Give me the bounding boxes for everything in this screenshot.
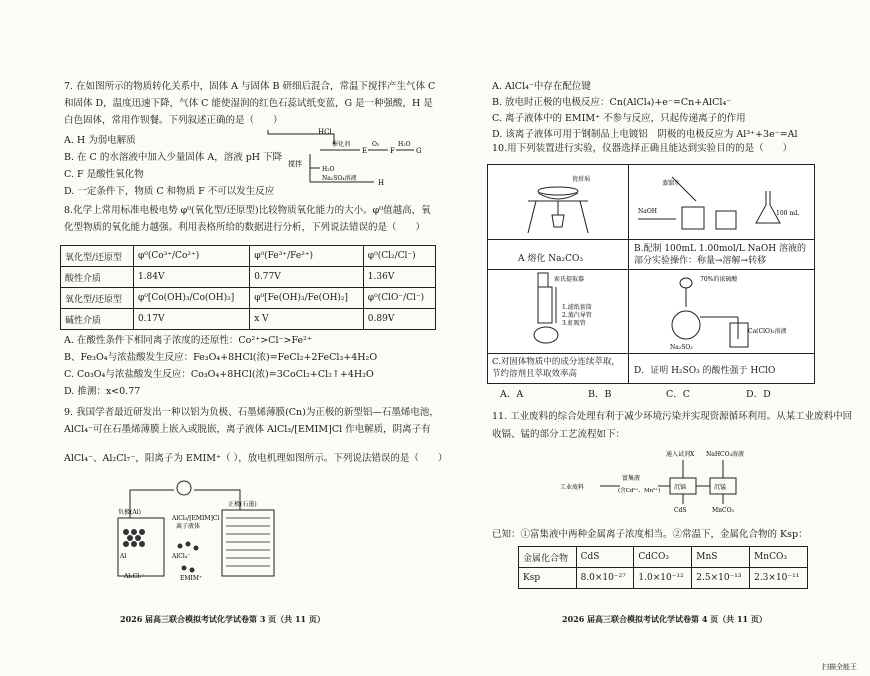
diag-electrolyte2: 离子液体 (176, 523, 201, 530)
table-cell: 1.84V (133, 267, 249, 288)
label-100ml: 100 mL (776, 210, 800, 217)
table-cell: φ⁰[Fe(OH)₃/Fe(OH)₂] (250, 288, 364, 309)
table-row (61, 288, 436, 309)
table-cell: 酸性介质 (61, 267, 134, 288)
q8-stem-line2: 化型物质的氧化能力越强。利用表格所给的数据进行分析，下列说法错误的是（ ） (64, 222, 426, 233)
flow-gas-x: 通入试剂X (666, 451, 695, 458)
q11-ksp-table (518, 546, 808, 589)
flow-rich-content: (含Cd²⁺、Mn²⁺) (618, 488, 661, 494)
table-cell: 1.36V (363, 267, 435, 288)
table-cell: 0.89V (363, 309, 435, 330)
table-cell: CdS (576, 547, 634, 568)
q7-option-c: C. F 是酸性氧化物 (64, 169, 144, 180)
label-naoh: NaOH (638, 208, 657, 215)
flow-cds: CdS (674, 507, 687, 514)
label-caclo2: Ca(ClO)₂溶液 (748, 328, 787, 335)
table-cell: 8.0×10⁻²⁷ (576, 568, 634, 589)
diag-hcl: HCl (318, 128, 332, 136)
flow-mnco3: MnCO₃ (712, 507, 734, 514)
diag-electrolyte1: AlCl₃/[EMIM]Cl (172, 515, 220, 522)
q7-option-d: D. 一定条件下，物质 C 和物质 F 不可以发生反应 (64, 186, 275, 197)
diag-h: H (378, 179, 385, 187)
q10-choice-a: A．A (500, 389, 524, 400)
diag-g: G (416, 147, 422, 155)
q10-choice-c: C．C (666, 389, 691, 400)
table-cell: 2.3×10⁻¹¹ (750, 568, 808, 589)
q7-option-a: A. H 为弱电解质 (64, 135, 136, 146)
table-row (61, 309, 436, 330)
q8-option-c: C. Co₃O₄与浓盐酸发生反应：Co₃O₄+8HCl(浓)=3CoCl₂+Cl₂↑+4H₂O (64, 369, 374, 380)
diag-positive: 正极(石墨) (228, 501, 257, 508)
table-cell: MnCO₃ (750, 547, 808, 568)
q7-stem-line1: 7. 在如图所示的物质转化关系中，固体 A 与固体 B 研细后混合，常温下搅拌产生气体 C (64, 81, 436, 92)
table-cell: φ⁰(ClO⁻/Cl⁻) (363, 288, 435, 309)
table-cell: 金属化合物 (519, 547, 577, 568)
q11-known: 已知：①富集液中两种金属离子浓度相当。②常温下，金属化合物的 Ksp： (492, 529, 808, 540)
q9-stem-line1: 9. 我国学者最近研发出一种以铝为负极、石墨烯薄膜(Cn)为正极的新型铝—石墨烯电池， (64, 407, 439, 418)
q10-choice-b: B．B (588, 389, 612, 400)
q9-option-d: D. 该离子液体可用于钢制品上电镀铝 阴极的电极反应为 Al³⁺+3e⁻=Al (492, 129, 798, 140)
table-cell: Ksp (519, 568, 577, 589)
q7-stem-line2: 和固体 D，温度迅速下降，气体 C 能使湿润的红色石蕊试纸变蓝，G 是一种强酸，H 是 (64, 98, 433, 109)
apparatus-b-icon (636, 171, 806, 235)
q9-option-b: B. 放电时正极的电极反应：Cn(AlCl₄)+e⁻=Cn+AlCl₄⁻ (492, 97, 732, 108)
q10-caption-a: A 熔化 Na₂CO₃ (518, 254, 583, 264)
diag-e: E (362, 147, 368, 155)
diag-alcl4: AlCl₄⁻ (172, 553, 191, 560)
flow-rich: 富集液 (622, 475, 641, 482)
diag-catalyst: 催化剂 (332, 141, 351, 148)
q8-stem-line1: 8.化学上常用标准电极电势 φ⁰(氧化型/还原型)比较物质氧化能力的大小。φ⁰值越高，氧 (64, 205, 431, 216)
diag-h2o: H₂O (398, 141, 411, 148)
q10-apparatus-grid (487, 164, 815, 384)
q8-table (60, 245, 436, 330)
scanner-watermark: 扫描全能王 (822, 663, 857, 671)
apparatus-a-icon (508, 171, 608, 235)
table-cell: φ⁰[Co(OH)₃/Co(OH)₂] (133, 288, 249, 309)
table-cell: 氧化型/还原型 (61, 288, 134, 309)
right-footer: 2026 届高三联合模拟考试化学试卷第 4 页（共 11 页） (562, 614, 767, 624)
q11-stem-line1: 11. 工业废料的综合处理有利于减少环境污染并实现资源循环利用。从某工业废料中回 (492, 411, 853, 422)
label-soxhlet: 索氏提取器 (554, 276, 585, 283)
left-footer: 2026 届高三联合模拟考试化学试卷第 3 页（共 11 页） (120, 614, 325, 624)
table-cell: φ⁰(Cl₂/Cl⁻) (363, 246, 435, 267)
q7-stem-line3: 白色固体，常用作钡餐。下列叙述正确的是（ ） (64, 115, 283, 126)
q10-caption-c: C.对固体物质中的成分连续萃取，节约溶剂且萃取效率高 (492, 357, 620, 379)
table-cell: 1.0×10⁻¹² (634, 568, 692, 589)
diag-h2o-2: H₂O (322, 166, 335, 173)
label-h2so4: 70%的浓硫酸 (700, 276, 738, 283)
q7-option-b: B. 在 C 的水溶液中加入少量固体 A，溶液 pH 下降 (64, 152, 283, 163)
label-crucible: 瓷坩埚 (572, 176, 591, 183)
q8-option-d: D. 推测：x<0.77 (64, 386, 141, 397)
q10-caption-b: B.配制 100mL 1.00mol/L NaOH 溶液的部分实验操作：称量→溶解→转移 (634, 244, 806, 266)
q11-stem-line2: 收镉、锰的部分工艺流程如下： (492, 429, 626, 440)
q7-flow-diagram (262, 128, 442, 192)
label-siphon: 3.虹吸管 (562, 320, 586, 327)
q10-choice-d: D．D (746, 389, 771, 400)
label-vapor-tube: 2.蒸汽导管 (562, 312, 592, 319)
q10-stem: 10.用下列装置进行实验，仪器选择正确且能达到实验目的的是（ ） (492, 143, 793, 154)
q9-option-c: C. 离子液体中的 EMIM⁺ 不参与反应，只起传递离子的作用 (492, 113, 746, 124)
table-cell: 氧化型/还原型 (61, 246, 134, 267)
diag-stir: 搅拌 (288, 160, 302, 168)
flow-waste: 工业废料 (560, 484, 585, 491)
bulb-icon (177, 481, 191, 495)
table-cell: 0.17V (133, 309, 249, 330)
table-row (519, 547, 808, 568)
label-thimble: 1.滤纸套筒 (562, 304, 592, 311)
diag-al2cl7: Al₂Cl₇⁻ (124, 573, 145, 580)
table-row (519, 568, 808, 589)
diag-o2: O₂ (372, 141, 380, 148)
q8-option-b: B、Fe₃O₄与浓盐酸发生反应：Fe₃O₄+8HCl(浓)=FeCl₂+2FeCl₃+4H₂O (64, 352, 378, 363)
flow-precip-mn: 沉锰 (714, 484, 727, 491)
table-cell: CdCO₃ (634, 547, 692, 568)
apparatus-d-icon (648, 273, 798, 351)
table-row (61, 267, 436, 288)
q9-stem-line3: AlCl₄⁻、Al₂Cl₇⁻，阳离子为 EMIM⁺（ ），放电机理如图所示。下列说法错误的是（ ） (64, 453, 448, 464)
table-cell: 2.5×10⁻¹³ (692, 568, 750, 589)
q11-process-flow (560, 446, 760, 514)
label-na2so3: Na₂SO₃ (670, 344, 693, 351)
q9-stem-line2: AlCl₄⁻可在石墨烯薄膜上嵌入或脱嵌，离子液体 AlCl₃/[EMIM]Cl 作电解质，阴离子有 (64, 424, 431, 435)
table-cell: 碱性介质 (61, 309, 134, 330)
diag-na2so4: Na₂SO₄溶液 (322, 175, 357, 182)
q9-battery-diagram (110, 478, 310, 586)
q8-option-a: A. 在酸性条件下相同离子浓度的还原性：Co²⁺>Cl⁻>Fe²⁺ (64, 335, 312, 346)
flow-precip-cd: 沉镉 (674, 484, 687, 491)
q9-option-a: A. AlCl₄⁻中存在配位键 (492, 81, 591, 92)
table-cell: 0.77V (250, 267, 364, 288)
table-cell: MnS (692, 547, 750, 568)
table-row (61, 246, 436, 267)
diag-f: F (390, 147, 395, 155)
diag-al: Al (120, 553, 127, 560)
table-cell: φ⁰(Co³⁺/Co²⁺) (133, 246, 249, 267)
apparatus-c-icon (508, 271, 618, 351)
table-cell: φ⁰(Fe³⁺/Fe²⁺) (250, 246, 364, 267)
table-cell: x V (250, 309, 364, 330)
diag-emim: EMIM⁺ (180, 575, 203, 582)
q10-caption-d: D．证明 H₂SO₃ 的酸性强于 HClO (634, 366, 776, 376)
diag-negative: 负极(Al) (118, 509, 141, 516)
label-water: 蒸馏水 (662, 180, 681, 187)
flow-nahco3: NaHCO₃溶液 (706, 451, 744, 458)
